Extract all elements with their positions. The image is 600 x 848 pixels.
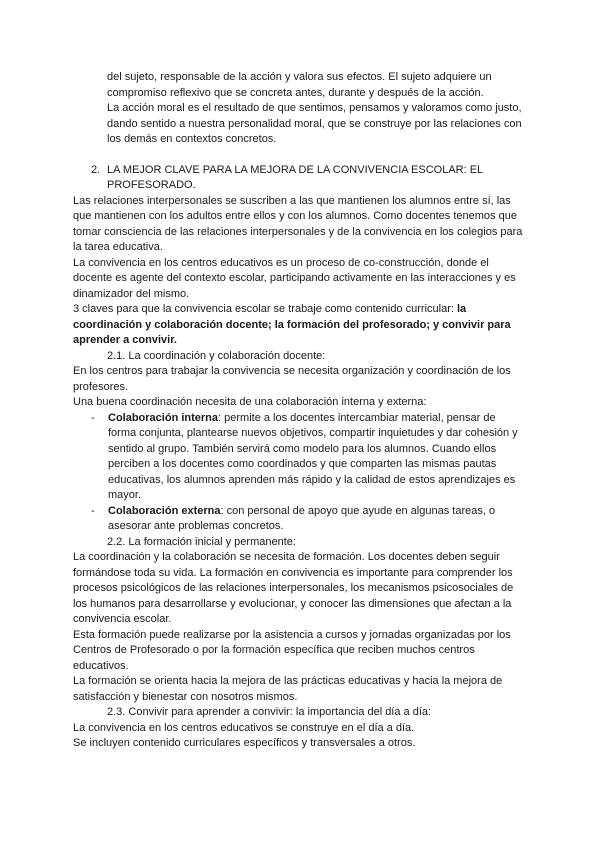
intro-line: dando sentido a nuestra personalidad moral, que se construye por las relaciones con — [107, 118, 522, 130]
paragraph-line: Las relaciones interpersonales se suscriben a las que mantienen los alumnos entre sí, las — [73, 195, 511, 207]
keys-bold-text: aprender a convivir. — [73, 334, 177, 346]
bullet-line — [108, 504, 495, 520]
paragraph-line: La formación se orienta hacia la mejora de las prácticas educativas y hacia la mejora de — [73, 675, 503, 687]
keys-bold-text: la — [456, 303, 467, 315]
paragraph-line: La coordinación y la colaboración se necesita de formación. Los docentes deben seguir — [73, 551, 500, 563]
paragraph-line: profesores. — [73, 381, 129, 393]
intro-line: los demás en contextos concretos. — [107, 133, 277, 145]
bullet-text: : permite a los docentes intercambiar material, pensar de — [218, 412, 496, 424]
paragraph-line — [73, 302, 466, 318]
subsection-heading: 2.2. La formación inicial y permanente: — [107, 536, 296, 548]
paragraph-line: tomar consciencia de las relaciones interpersonales y de la convivencia en los colegios para — [73, 226, 523, 238]
paragraph-line: Esta formación puede realizarse por la asistencia a cursos y jornadas organizadas por los — [73, 629, 511, 641]
section-title: PROFESORADO. — [107, 179, 196, 191]
paragraph-line — [73, 333, 177, 349]
keys-bold-text: coordinación y colaboración docente; la formación del profesorado; y convivir para — [73, 319, 511, 331]
paragraph-line: procesos psicológicos de las relaciones interpersonales, los mecanismos psicosociales de — [73, 582, 514, 594]
paragraph-line: dinamizador del mismo. — [73, 288, 190, 300]
bullet-line: asesorar ante problemas concretos. — [108, 520, 284, 532]
paragraph-line: convivencia escolar. — [73, 613, 172, 625]
paragraph-line: La convivencia en los centros educativos es un proceso de co-construcción, donde el — [73, 257, 489, 269]
bullet-marker: - — [91, 505, 95, 517]
subsection-heading: 2.3. Convivir para aprender a convivir: la importancia del día a día: — [107, 706, 432, 718]
paragraph-line: docente es agente del contexto escolar, participando activamente en las interacciones y es — [73, 272, 516, 284]
bullet-line: mayor. — [108, 489, 142, 501]
bullet-marker: - — [91, 412, 95, 424]
paragraph-line: Centros de Profesorado o por la formación específica que reciben muchos centros — [73, 644, 475, 656]
paragraph-line: Una buena coordinación necesita de una colaboración interna y externa: — [73, 396, 427, 408]
paragraph-line: la tarea educativa. — [73, 241, 163, 253]
paragraph-line: En los centros para trabajar la convivencia se necesita organización y coordinación de los — [73, 365, 511, 377]
intro-line: del sujeto, responsable de la acción y valora sus efectos. El sujeto adquiere un — [107, 71, 492, 83]
bullet-line: forma conjunta, plantearse nuevos objetivos, compartir inquietudes y dar cohesión y — [108, 427, 518, 439]
paragraph-line: Se incluyen contenido curriculares específicos y transversales a otros. — [73, 737, 416, 749]
bullet-term: Colaboración externa — [108, 505, 221, 517]
paragraph-line: educativos. — [73, 660, 129, 672]
paragraph-line: que mantienen con los adultos entre ellos y con los alumnos. Como docentes tenemos que — [73, 210, 517, 222]
bullet-line: sentido al grupo. También servirá como modelo para los alumnos. Cuando ellos — [108, 443, 497, 455]
intro-line: La acción moral es el resultado de que sentimos, pensamos y valoramos como justo, — [107, 102, 522, 114]
paragraph-line: los humanos para desarrollarse y evolucionar, y conocer las dimensiones que afectan a la — [73, 598, 512, 610]
intro-line: compromiso reflexivo que se concreta antes, durante y después de la acción. — [107, 87, 484, 99]
bullet-line: perciben a los docentes como coordinados y que comparten las mismas pautas — [108, 458, 497, 470]
paragraph-line: formándose toda su vida. La formación en convivencia es importante para comprender los — [73, 567, 513, 579]
section-title: LA MEJOR CLAVE PARA LA MEJORA DE LA CONVIVENCIA ESCOLAR: EL — [107, 164, 484, 176]
bullet-line — [108, 411, 496, 427]
bullet-line: educativas, los alumnos aprenden más rápido y la calidad de estos aprendizajes es — [108, 474, 516, 486]
section-number: 2. — [91, 164, 101, 176]
paragraph-line: La convivencia en los centros educativos se construye en el día a día. — [73, 722, 415, 734]
bullet-term: Colaboración interna — [108, 412, 219, 424]
paragraph-line — [73, 318, 511, 334]
subsection-heading: 2.1. La coordinación y colaboración docente: — [107, 350, 326, 362]
bullet-text: : con personal de apoyo que ayude en algunas tareas, o — [220, 505, 496, 517]
paragraph-line: satisfacción y bienestar con nosotros mismos. — [73, 691, 298, 703]
keys-intro-text: 3 claves para que la convivencia escolar se trabaje como contenido curricular: — [73, 303, 457, 315]
